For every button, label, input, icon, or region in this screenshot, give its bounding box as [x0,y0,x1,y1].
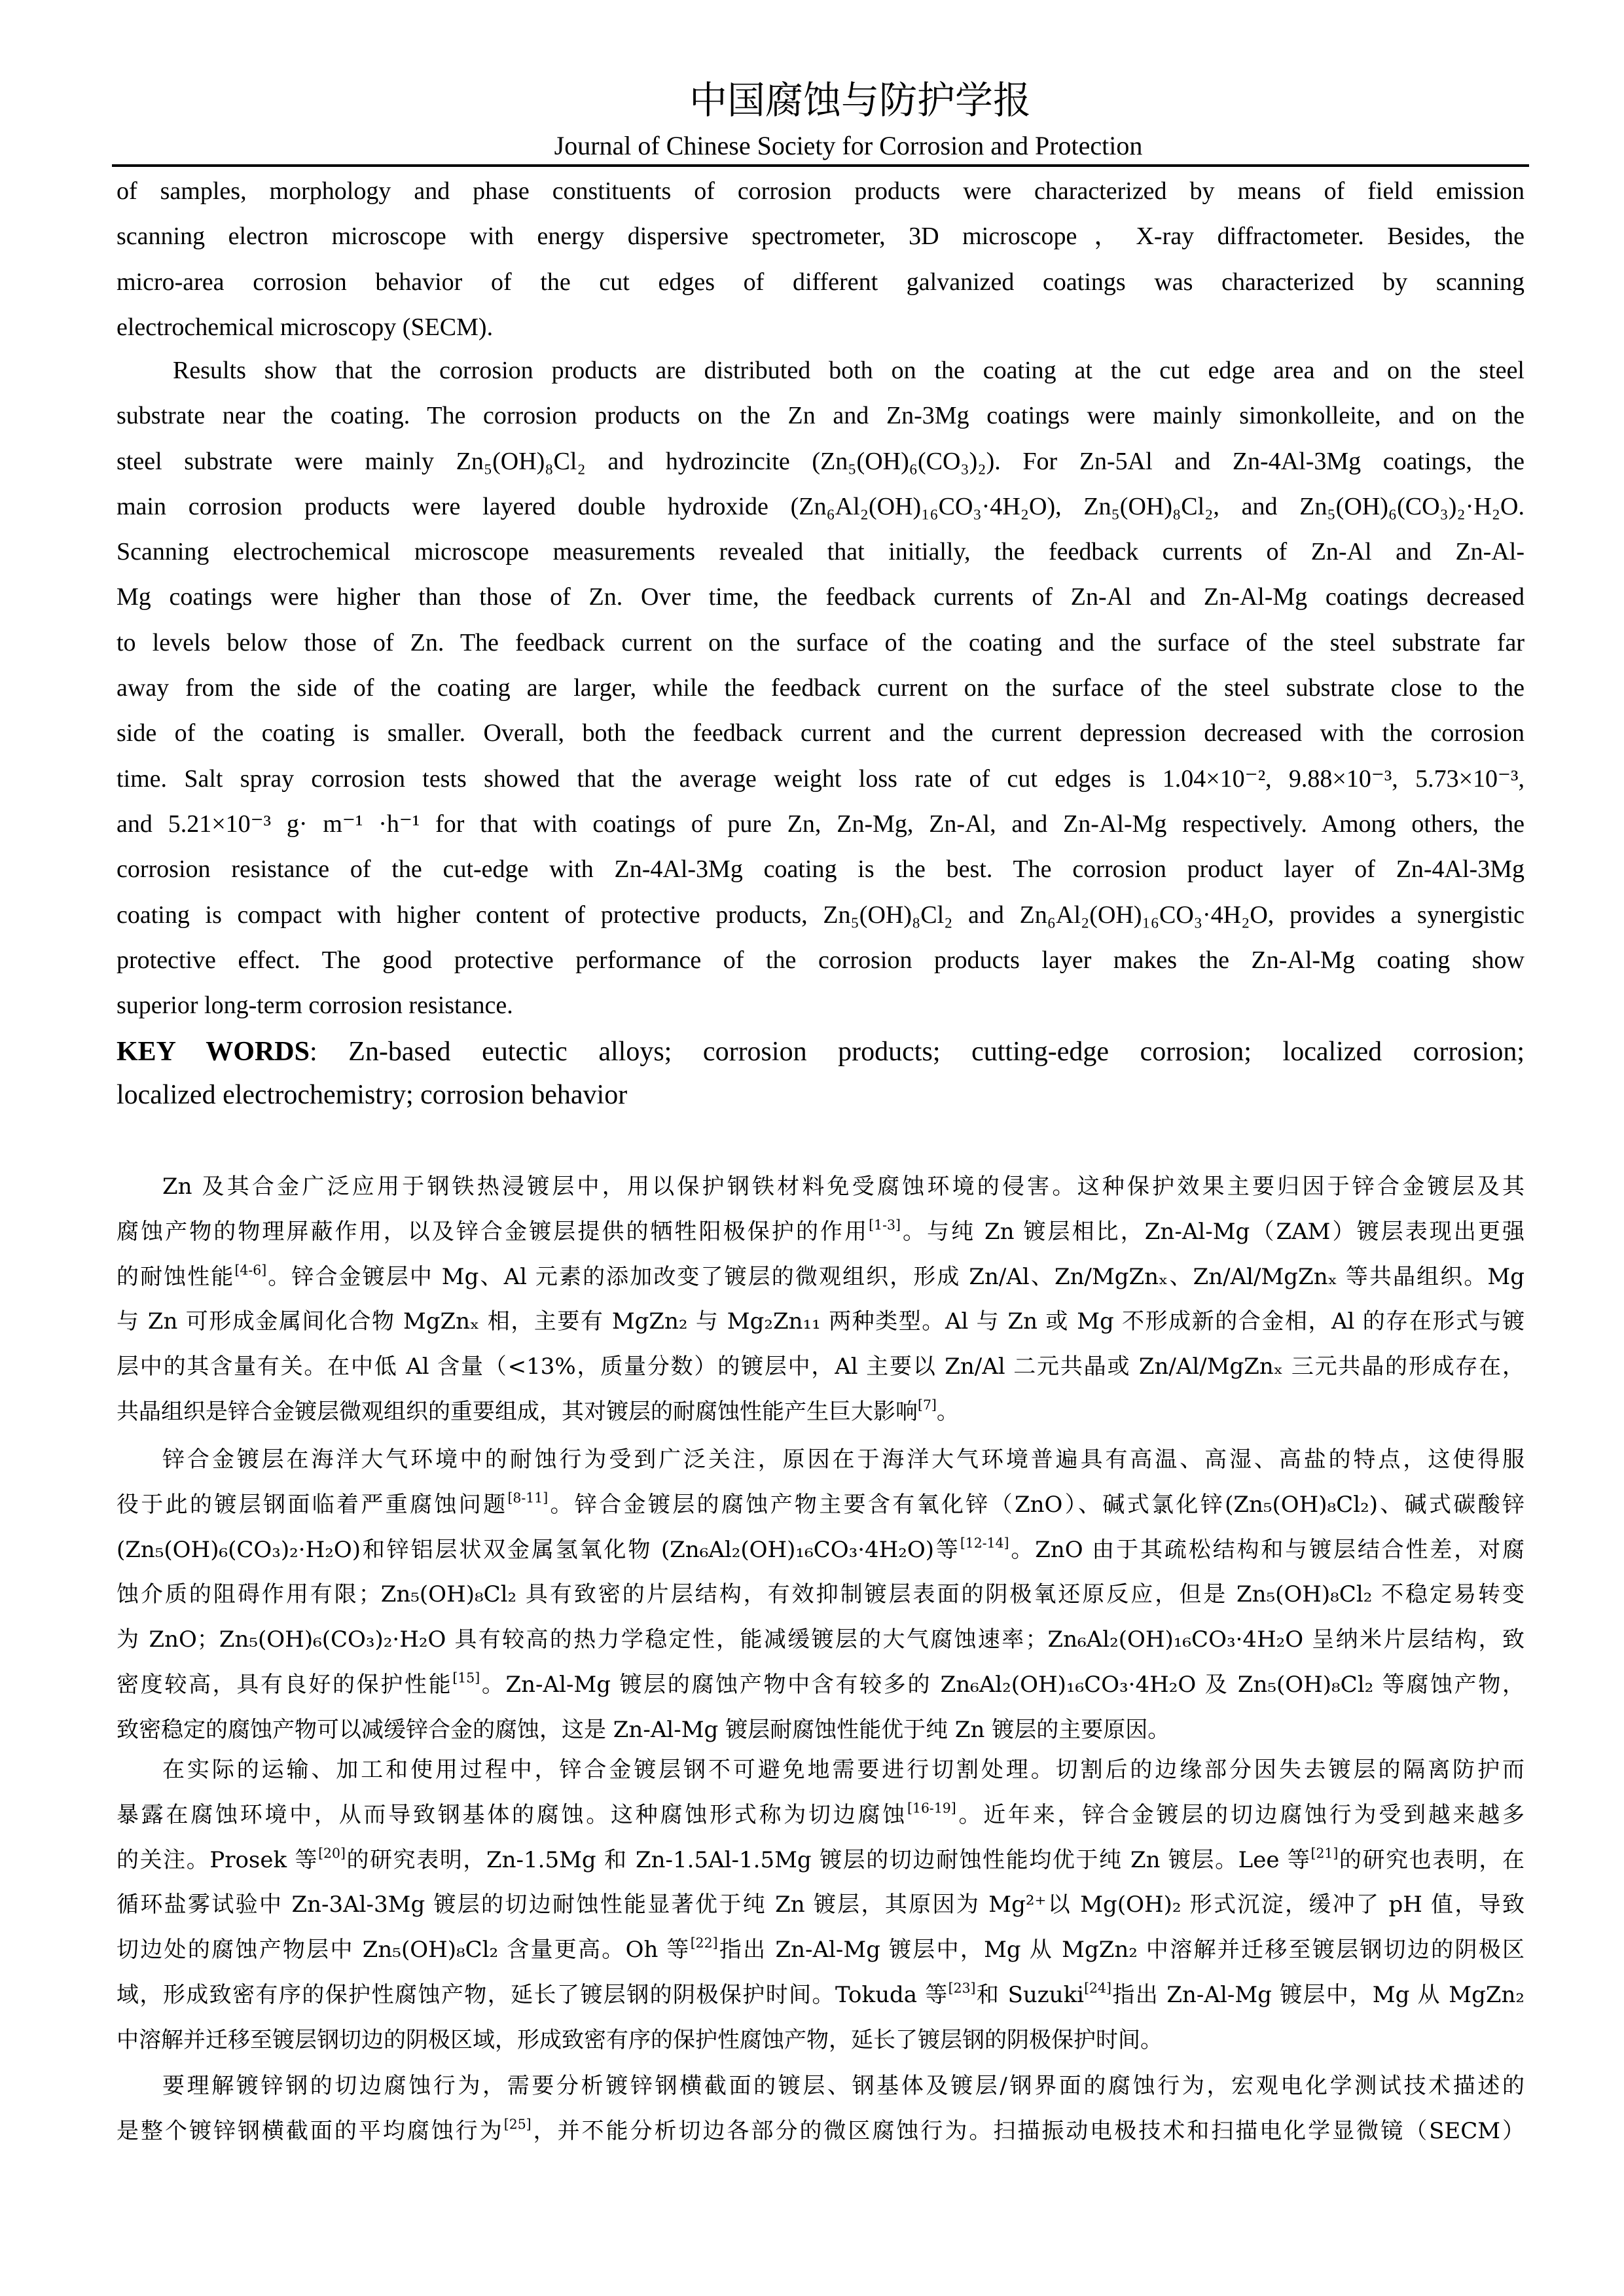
text-line: 是整个镀锌钢横截面的平均腐蚀行为[25]，并不能分析切边各部分的微区腐蚀行为。扫描振动电极技术和扫描电化学显微镜（SECM） [117,2116,1525,2144]
body-paragraph-4 [117,2064,1525,2154]
body-paragraph-1 [117,1164,1525,1435]
text-line: electrochemical microscopy (SECM). [117,313,494,341]
text-line: Zn 及其合金广泛应用于钢铁热浸镀层中，用以保护钢铁材料免受腐蚀环境的侵害。这种保护效果主要归因于锌合金镀层及其 [162,1174,1525,1200]
text-line: 域，形成致密有序的保护性腐蚀产物，延长了镀层钢的阴极保护时间。Tokuda 等[23]和 Suzuki[24]指出 Zn-Al-Mg 镀层中，Mg 从 MgZn₂ [117,1980,1525,2008]
keywords-line-1 [117,1030,1525,1073]
keywords-text: : Zn-based eutectic alloys; corrosion products; cutting-edge corrosion; localized corrosion; [310,1037,1525,1067]
text-line: time. Salt spray corrosion tests showed that the average weight loss rate of cut edges is 1.04×10⁻², 9.88×10⁻³, 5.73×10⁻³, [117,764,1525,793]
citation-ref: [1-3] [869,1217,901,1233]
text-line: 中溶解并迁移至镀层钢切边的阴极区域，形成致密有序的保护性腐蚀产物，延长了镀层钢的阴极保护时间。 [117,2026,1163,2053]
text-line: 循环盐雾试验中 Zn-3Al-3Mg 镀层的切边耐蚀性能显著优于纯 Zn 镀层，其原因为 Mg²⁺以 Mg(OH)₂ 形式沉淀，缓冲了 pH 值，导致 [117,1892,1525,1918]
text-line: Results show that the corrosion products are distributed both on the coating at the cut edge area and on the steel [173,357,1525,384]
citation-ref: [24] [1084,1980,1111,1996]
header-divider [112,164,1529,167]
citation-ref: [21] [1310,1845,1339,1861]
text-line: corrosion resistance of the cut-edge with Zn-4Al-3Mg coating is the best. The corrosion product layer of Zn-4Al-3Mg [117,855,1525,884]
body-paragraph-3 [117,1748,1525,2063]
text-line: 为 ZnO；Zn₅(OH)₆(CO₃)₂·H₂O 具有较高的热力学稳定性，能减缓镀层的大气腐蚀速率；Zn₆Al₂(OH)₁₆CO₃·4H₂O 呈纳米片层结构，致 [117,1626,1525,1653]
text-line: (Zn₅(OH)₆(CO₃)₂·H₂O)和锌铝层状双金属氢氧化物 (Zn₆Al₂(OH)₁₆CO₃·4H₂O)等[12-14]。ZnO 由于其疏松结构和与镀层结合性差，对腐 [117,1535,1525,1563]
text-line: away from the side of the coating are larger, while the feedback current on the surface of the steel substrate close to the [117,674,1525,702]
text-line: 切边处的腐蚀产物层中 Zn₅(OH)₈Cl₂ 含量更高。Oh 等[22]指出 Zn-Al-Mg 镀层中，Mg 从 MgZn₂ 中溶解并迁移至镀层钢切边的阴极区 [117,1935,1525,1964]
text-line: coating is compact with higher content of protective products, Zn₅(OH)₈Cl₂ and Zn₆Al₂(OH)₁₆CO₃·4H₂O, provides a synergistic [117,901,1525,929]
abstract-paragraph-2 [117,348,1525,1028]
text-line: 蚀介质的阻碍作用有限；Zn₅(OH)₈Cl₂ 具有致密的片层结构，有效抑制镀层表面的阴极氧还原反应，但是 Zn₅(OH)₈Cl₂ 不稳定易转变 [117,1581,1525,1608]
text-line: Scanning electrochemical microscope measurements revealed that initially, the feedback currents of Zn-Al and Zn-Al- [117,538,1525,566]
text-line: 致密稳定的腐蚀产物可以减缓锌合金的腐蚀，这是 Zn-Al-Mg 镀层耐腐蚀性能优于纯 Zn 镀层的主要原因。 [117,1716,1170,1743]
text-line: 的关注。Prosek 等[20]的研究表明，Zn-1.5Mg 和 Zn-1.5Al-1.5Mg 镀层的切边耐蚀性能均优于纯 Zn 镀层。Lee 等[21]的研究也表明，在 [117,1845,1525,1873]
text-line: protective effect. The good protective performance of the corrosion products layer makes the Zn-Al-Mg coating show [117,946,1525,974]
text-line: and 5.21×10⁻³ g· m⁻¹ ·h⁻¹ for that with coatings of pure Zn, Zn-Mg, Zn-Al, and Zn-Al-Mg respectively. Among others, the [117,810,1525,838]
text-line: of samples, morphology and phase constituents of corrosion products were characterized by means of field emission [117,177,1525,205]
text-line: to levels below those of Zn. The feedback current on the surface of the coating and the surface of the steel substrate far [117,628,1525,656]
body-paragraph-2 [117,1437,1525,1753]
text-line: 腐蚀产物的物理屏蔽作用，以及锌合金镀层提供的牺牲阳极保护的作用[1-3]。与纯 Zn 镀层相比，Zn-Al-Mg（ZAM）镀层表现出更强 [117,1217,1525,1245]
text-line: scanning electron microscope with energy dispersive spectrometer, 3D microscope，X-ray diffractometer. Besides, the [117,223,1525,251]
citation-ref: [25] [503,2116,532,2132]
text-line: 层中的其含量有关。在中低 Al 含量（<13%，质量分数）的镀层中，Al 主要以 Zn/Al 二元共晶或 Zn/Al/MgZnₓ 三元共晶的形成存在， [117,1354,1525,1380]
text-line: main corrosion products were layered double hydroxide (Zn₆Al₂(OH)₁₆CO₃·4H₂O), Zn₅(OH)₈Cl₂, and Zn₅(OH)₆(CO₃)₂·H₂O. [117,492,1525,520]
keywords-section [117,1030,1525,1117]
text-line: 的耐蚀性能[4-6]。锌合金镀层中 Mg、Al 元素的添加改变了镀层的微观组织，形成 Zn/Al、Zn/MgZnₓ、Zn/Al/MgZnₓ 等共晶组织。Mg [117,1262,1525,1290]
keywords-label: KEY WORDS [117,1037,310,1067]
citation-ref: [23] [948,1980,976,1996]
citation-ref: [15] [452,1670,480,1686]
citation-ref: [7] [918,1397,937,1413]
text-line: 共晶组织是锌合金镀层微观组织的重要组成，其对镀层的耐腐蚀性能产生巨大影响[7]。 [117,1397,959,1425]
text-line: substrate near the coating. The corrosion products on the Zn and Zn-3Mg coatings were mainly simonkolleite, and on the [117,402,1525,430]
text-line: superior long-term corrosion resistance. [117,992,513,1020]
text-line: 在实际的运输、加工和使用过程中，锌合金镀层钢不可避免地需要进行切割处理。切割后的边缘部分因失去镀层的隔离防护而 [162,1757,1525,1783]
citation-ref: [22] [690,1935,718,1951]
text-line: side of the coating is smaller. Overall, both the feedback current and the current depression decreased with the corrosion [117,719,1525,747]
text-line: micro-area corrosion behavior of the cut edges of different galvanized coatings was characterized by scanning [117,268,1525,296]
citation-ref: [20] [318,1845,346,1861]
citation-ref: [16-19] [907,1800,956,1816]
text-line: 锌合金镀层在海洋大气环境中的耐蚀行为受到广泛关注，原因在于海洋大气环境普遍具有高温、高湿、高盐的特点，这使得服 [162,1446,1525,1473]
text-line: 密度较高，具有良好的保护性能[15]。Zn-Al-Mg 镀层的腐蚀产物中含有较多的 Zn₆Al₂(OH)₁₆CO₃·4H₂O 及 Zn₅(OH)₈Cl₂ 等腐蚀产物， [117,1670,1525,1698]
journal-title: 中国腐蚀与防护学报 [689,78,1031,122]
text-line: steel substrate were mainly Zn₅(OH)₈Cl₂ and hydrozincite (Zn₅(OH)₆(CO₃)₂). For Zn-5Al and Zn-4Al-3Mg coatings, the [117,447,1525,475]
text-line: 与 Zn 可形成金属间化合物 MgZnₓ 相，主要有 MgZn₂ 与 Mg₂Zn₁₁ 两种类型。Al 与 Zn 或 Mg 不形成新的合金相，Al 的存在形式与镀 [117,1308,1525,1335]
text-line: Mg coatings were higher than those of Zn. Over time, the feedback currents of Zn-Al and Zn-Al-Mg coatings decreased [117,583,1525,611]
abstract-paragraph-1 [117,169,1525,350]
text-line: 役于此的镀层钢面临着严重腐蚀问题[8-11]。锌合金镀层的腐蚀产物主要含有氧化锌（ZnO）、碱式氯化锌(Zn₅(OH)₈Cl₂)、碱式碳酸锌 [117,1490,1525,1518]
journal-subtitle: Journal of Chinese Society for Corrosion and Protection [554,131,1143,160]
text-line: 要理解镀锌钢的切边腐蚀行为，需要分析镀锌钢横截面的镀层、钢基体及镀层/钢界面的腐蚀行为，宏观电化学测试技术描述的 [162,2073,1525,2099]
citation-ref: [8-11] [507,1490,549,1506]
keywords-line-2: localized electrochemistry; corrosion behavior [117,1080,628,1110]
citation-ref: [4-6] [234,1262,267,1278]
citation-ref: [12-14] [960,1535,1009,1551]
text-line: 暴露在腐蚀环境中，从而导致钢基体的腐蚀。这种腐蚀形式称为切边腐蚀[16-19]。近年来，锌合金镀层的切边腐蚀行为受到越来越多 [117,1800,1525,1828]
